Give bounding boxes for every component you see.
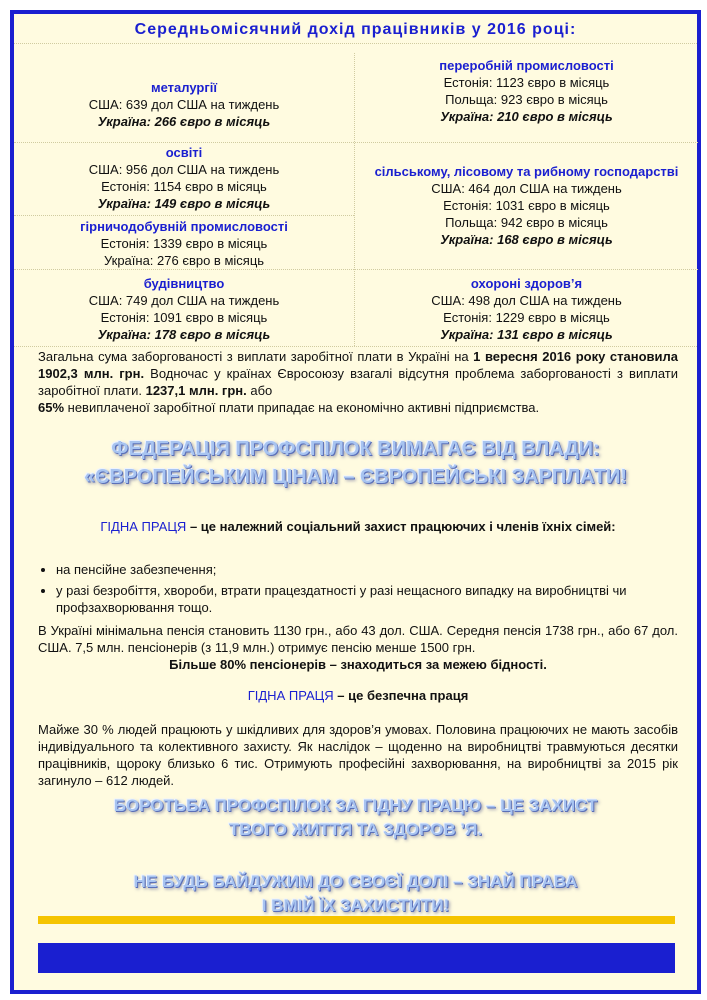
row-divider — [355, 142, 698, 143]
row-divider — [14, 269, 354, 270]
debt-text: Водночас у країнах Євросоюзу взагалі відсутня проблема заборгованості з виплати заробітної плати. — [38, 366, 678, 398]
pension-paragraph — [38, 622, 678, 673]
row-divider — [355, 269, 698, 270]
debt-text: Загальна сума заборгованості з виплати заробітної плати в Україні на — [38, 349, 474, 364]
decent-work-text: – це належний соціальний захист працюючих і членів їхніх сімей: — [186, 519, 616, 534]
income-title: Середньомісячний дохід працівників у 2016 році: — [14, 14, 697, 44]
cell-line: США: 464 дол США на тиждень — [431, 181, 622, 196]
income-column-left — [14, 53, 354, 346]
decent-work-social-protection — [38, 518, 678, 535]
cell-line: Естонія: 1123 євро в місяць — [443, 75, 610, 90]
social-protection-list — [38, 561, 696, 620]
debt-percent: 65% — [38, 400, 65, 415]
income-cell-education — [14, 144, 354, 212]
cell-line: Естонія: 1154 євро в місяць — [101, 179, 267, 194]
cell-heading: охороні здоров’я — [470, 276, 583, 291]
cell-heading: освіті — [165, 145, 203, 160]
income-cell-metallurgy — [14, 79, 354, 130]
cell-line: Польща: 942 євро в місяць — [445, 215, 608, 230]
income-cell-construction — [14, 275, 354, 343]
cell-heading: гірничодобувній промисловості — [80, 219, 288, 234]
cell-ukraine-value: Україна: 131 євро в місяць — [440, 327, 613, 342]
cell-ukraine-value: Україна: 210 євро в місяць — [440, 109, 613, 124]
cell-line: США: 498 дол США на тиждень — [431, 293, 622, 308]
struggle-slogan — [14, 794, 697, 842]
income-table — [14, 53, 697, 346]
debt-amount: 1 вересня 2016 року становила 1902,3 млн. грн. — [38, 349, 678, 381]
cell-line: Естонія: 1229 євро в місяць — [443, 310, 610, 325]
poverty-statement: Більше 80% пенсіонерів – знаходиться за межею бідності. — [169, 657, 547, 672]
know-your-rights-slogan — [14, 870, 697, 918]
list-item: • на пенсійне забезпечення; — [56, 561, 696, 578]
debt-text: або — [246, 383, 273, 398]
federation-demand-slogan — [14, 435, 697, 491]
table-bottom-border — [14, 346, 697, 347]
debt-text: невиплаченої заробітної плати припадає на економічно активні підприємства. — [64, 400, 540, 415]
workplace-safety-paragraph: Майже 30 % людей працюють у шкідливих для здоров’я умовах. Половина працюючих не мають засобів індивідуального та колективного захисту. Як наслідок – щоденно на виробництві травмуються десятки працівників, щороку близько 6 тис. Отримують професійні захворювання, на виробництві за 2015 рік загинуло – 612 людей. — [38, 722, 678, 788]
slogan-line: «ЄВРОПЕЙСЬКИМ ЦІНАМ – ЄВРОПЕЙСЬКІ ЗАРПЛАТИ! — [83, 466, 628, 488]
cell-line: Україна: 276 євро в місяць — [103, 253, 265, 268]
document-frame — [10, 10, 701, 994]
income-cell-agriculture — [355, 163, 698, 248]
flag-yellow-stripe — [38, 916, 675, 924]
income-cell-healthcare — [355, 275, 698, 343]
income-cell-mining — [14, 218, 354, 269]
decent-work-label: ГІДНА ПРАЦЯ — [100, 519, 187, 534]
cell-line: США: 639 дол США на тиждень — [88, 97, 280, 112]
row-divider — [14, 215, 354, 216]
cell-heading: сільському, лісовому та рибному господарстві — [374, 164, 679, 179]
slogan-line: І ВМІЙ ЇХ ЗАХИСТИТИ! — [261, 896, 450, 915]
income-column-right — [354, 53, 698, 346]
slogan-line: БОРОТЬБА ПРОФСПІЛОК ЗА ГІДНУ ПРАЦЮ – ЦЕ ЗАХИСТ — [113, 796, 598, 815]
slogan-line: ФЕДЕРАЦІЯ ПРОФСПІЛОК ВИМАГАЄ ВІД ВЛАДИ: — [111, 438, 600, 460]
cell-line: Естонія: 1339 євро в місяць — [100, 236, 268, 251]
cell-heading: металургії — [150, 80, 218, 95]
cell-line: США: 749 дол США на тиждень — [88, 293, 280, 308]
cell-ukraine-value: Україна: 266 євро в місяць — [97, 114, 271, 129]
pension-text: В Україні мінімальна пенсія становить 1130 грн., або 43 дол. США. Середня пенсія 1738 грн., або 67 дол. США. 7,5 млн. пенсіонерів (з 11,9 млн.) отримує пенсію менше 1500 грн. — [38, 623, 678, 655]
slogan-line: ТВОГО ЖИТТЯ ТА ЗДОРОВ ’Я. — [228, 820, 483, 839]
income-cell-processing — [355, 57, 698, 125]
cell-line: США: 956 дол США на тиждень — [88, 162, 280, 177]
cell-ukraine-value: Україна: 149 євро в місяць — [97, 196, 271, 211]
cell-heading: будівництво — [143, 276, 225, 291]
slogan-line: НЕ БУДЬ БАЙДУЖИМ ДО СВОЄЇ ДОЛІ – ЗНАЙ ПРАВА — [133, 872, 578, 891]
cell-ukraine-value: Україна: 178 євро в місяць — [97, 327, 271, 342]
cell-heading: переробній промисловості — [439, 58, 614, 73]
cell-line: Польща: 923 євро в місяць — [445, 92, 608, 107]
flag-blue-stripe — [38, 943, 675, 973]
decent-work-text: – це безпечна праця — [333, 688, 469, 703]
cell-ukraine-value: Україна: 168 євро в місяць — [440, 232, 613, 247]
debt-amount: 1237,1 млн. грн. — [145, 383, 247, 398]
list-item: • у разі безробіття, хвороби, втрати працездатності у разі нещасного випадку на виробництві чи профзахворювання тощо. — [56, 582, 696, 616]
wage-debt-paragraph — [38, 348, 678, 416]
cell-line: Естонія: 1091 євро в місяць — [100, 310, 268, 325]
decent-work-label: ГІДНА ПРАЦЯ — [247, 688, 334, 703]
decent-work-safety — [38, 687, 678, 704]
cell-line: Естонія: 1031 євро в місяць — [443, 198, 610, 213]
row-divider — [14, 142, 354, 143]
